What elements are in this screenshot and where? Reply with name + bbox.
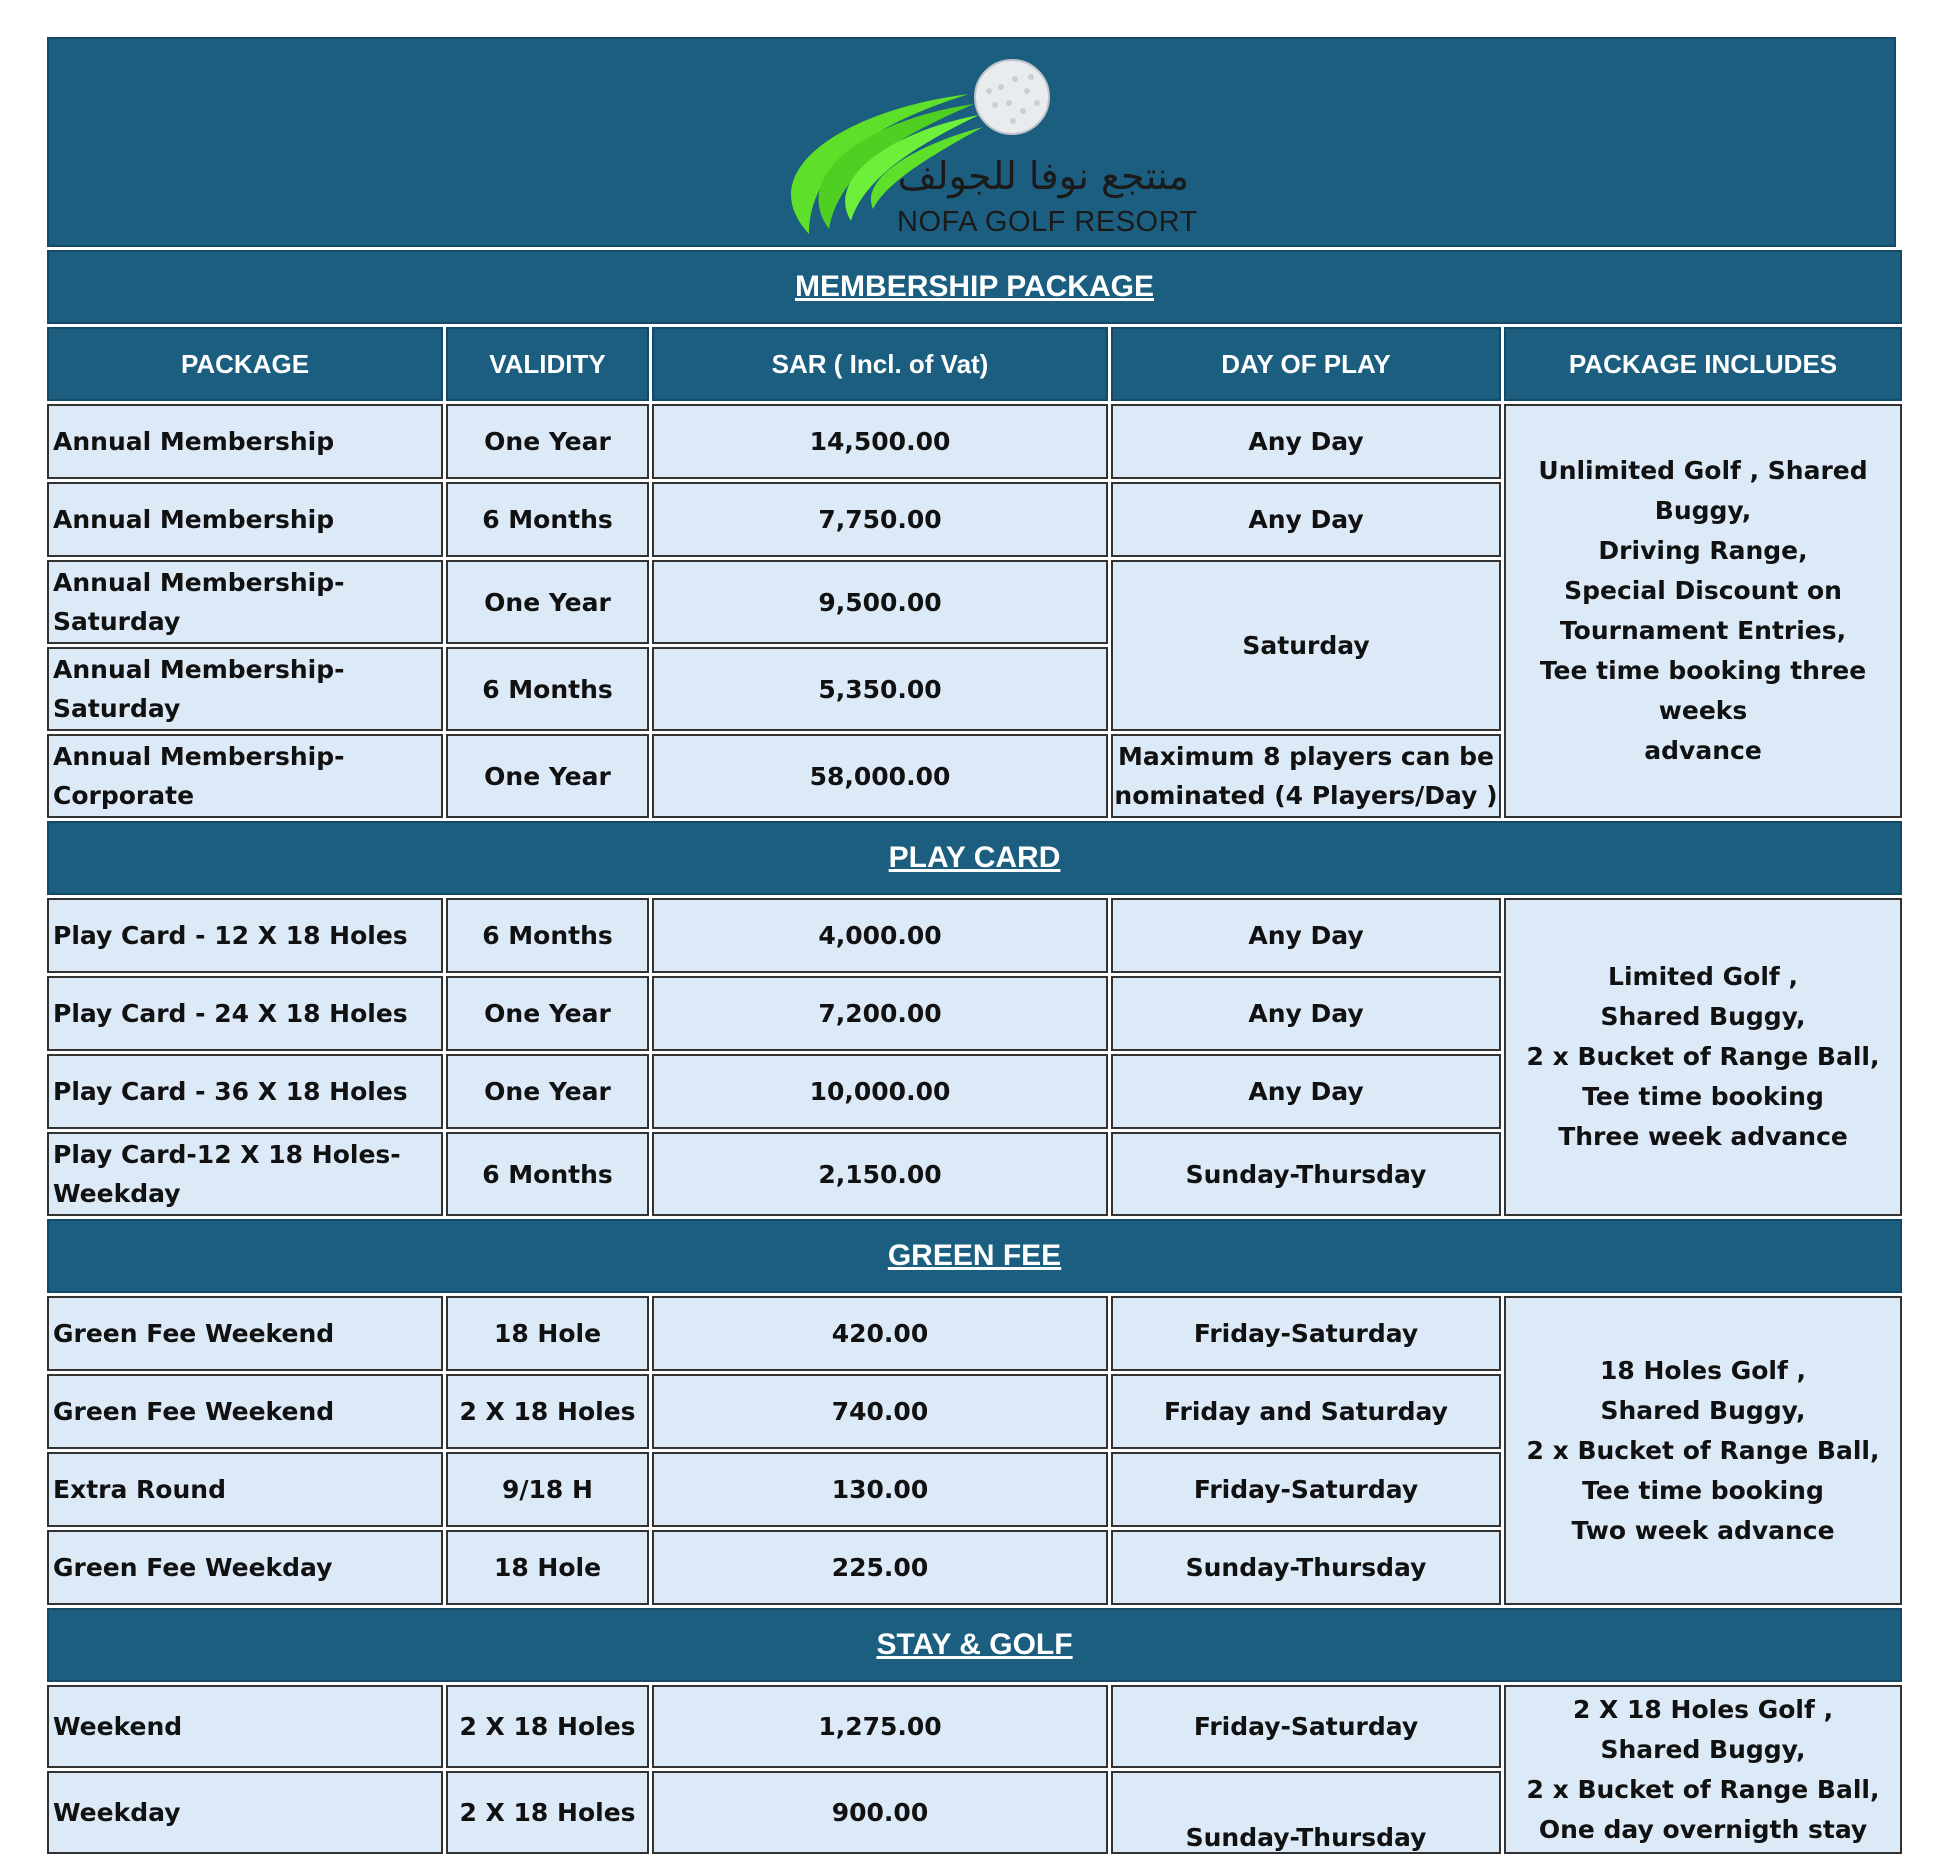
validity: 9/18 H	[446, 1452, 649, 1527]
package-name: Weekday	[47, 1771, 443, 1854]
package-name: Annual Membership	[47, 482, 443, 557]
price: 4,000.00	[652, 898, 1108, 973]
validity: 6 Months	[446, 898, 649, 973]
price: 5,350.00	[652, 647, 1108, 731]
validity: 2 X 18 Holes	[446, 1685, 649, 1768]
section-title-playcard: PLAY CARD	[888, 841, 1061, 874]
price: 10,000.00	[652, 1054, 1108, 1129]
price: 7,200.00	[652, 976, 1108, 1051]
table-row	[47, 1296, 1902, 1371]
day-of-play: Friday-Saturday	[1111, 1452, 1501, 1527]
price: 900.00	[652, 1771, 1108, 1854]
package-name: Green Fee Weekday	[47, 1530, 443, 1605]
column-headers	[47, 327, 1902, 401]
validity: 2 X 18 Holes	[446, 1771, 649, 1854]
package-name: Annual Membership- Corporate	[47, 734, 443, 818]
price: 225.00	[652, 1530, 1108, 1605]
package-includes: Limited Golf , Shared Buggy, 2 x Bucket of Range Ball, Tee time booking Three week advance	[1504, 898, 1902, 1216]
column-header-package: PACKAGE	[47, 327, 443, 401]
section-playcard-header	[47, 821, 1902, 895]
price: 1,275.00	[652, 1685, 1108, 1768]
price: 58,000.00	[652, 734, 1108, 818]
price: 130.00	[652, 1452, 1108, 1527]
column-header-price: SAR ( Incl. of Vat)	[652, 327, 1108, 401]
section-title-greenfee: GREEN FEE	[887, 1239, 1062, 1272]
validity: One Year	[446, 976, 649, 1051]
section-title-membership: MEMBERSHIP PACKAGE	[795, 270, 1154, 303]
section-greenfee-header	[47, 1219, 1902, 1293]
day-of-play: Friday-Saturday	[1111, 1685, 1501, 1768]
package-name: Annual Membership- Saturday	[47, 647, 443, 731]
package-name: Green Fee Weekend	[47, 1296, 443, 1371]
price: 2,150.00	[652, 1132, 1108, 1216]
package-name: Annual Membership	[47, 404, 443, 479]
logo-banner	[47, 37, 1896, 247]
package-name: Green Fee Weekend	[47, 1374, 443, 1449]
price-sheet	[47, 37, 1896, 1857]
package-name: Play Card - 24 X 18 Holes	[47, 976, 443, 1051]
package-name: Play Card - 12 X 18 Holes	[47, 898, 443, 973]
column-header-day: DAY OF PLAY	[1111, 327, 1501, 401]
price: 420.00	[652, 1296, 1108, 1371]
package-name: Play Card - 36 X 18 Holes	[47, 1054, 443, 1129]
section-title-staygolf: STAY & GOLF	[876, 1628, 1073, 1661]
validity: 6 Months	[446, 647, 649, 731]
package-name: Weekend	[47, 1685, 443, 1768]
package-name: Extra Round	[47, 1452, 443, 1527]
validity: 18 Hole	[446, 1296, 649, 1371]
table-row	[47, 1685, 1902, 1768]
price: 14,500.00	[652, 404, 1108, 479]
price: 9,500.00	[652, 560, 1108, 644]
day-of-play: Any Day	[1111, 404, 1501, 479]
validity: 18 Hole	[446, 1530, 649, 1605]
day-of-play: Saturday	[1111, 560, 1501, 731]
price: 7,750.00	[652, 482, 1108, 557]
resort-logo	[769, 49, 1229, 249]
day-of-play: Friday-Saturday	[1111, 1296, 1501, 1371]
pricing-table	[44, 247, 1905, 1857]
day-of-play: Any Day	[1111, 482, 1501, 557]
day-of-play: Sunday-Thursday	[1111, 1530, 1501, 1605]
package-name: Annual Membership- Saturday	[47, 560, 443, 644]
table-row	[47, 404, 1902, 479]
day-of-play: Any Day	[1111, 1054, 1501, 1129]
column-header-includes: PACKAGE INCLUDES	[1504, 327, 1902, 401]
resort-name-arabic: منتجع نوفا للجولف	[897, 154, 1189, 198]
section-membership-header	[47, 250, 1902, 324]
package-includes: 18 Holes Golf , Shared Buggy, 2 x Bucket of Range Ball, Tee time booking Two week advance	[1504, 1296, 1902, 1605]
package-name: Play Card-12 X 18 Holes- Weekday	[47, 1132, 443, 1216]
validity: 2 X 18 Holes	[446, 1374, 649, 1449]
validity: 6 Months	[446, 1132, 649, 1216]
validity: One Year	[446, 404, 649, 479]
validity: One Year	[446, 560, 649, 644]
package-includes: 2 X 18 Holes Golf , Shared Buggy, 2 x Bucket of Range Ball, One day overnigth stay	[1504, 1685, 1902, 1854]
validity: One Year	[446, 1054, 649, 1129]
price: 740.00	[652, 1374, 1108, 1449]
day-of-play: Maximum 8 players can be nominated (4 Players/Day )	[1111, 734, 1501, 818]
validity: One Year	[446, 734, 649, 818]
column-header-validity: VALIDITY	[446, 327, 649, 401]
day-of-play: Friday and Saturday	[1111, 1374, 1501, 1449]
resort-name-english: NOFA GOLF RESORT	[897, 206, 1198, 238]
table-row	[47, 898, 1902, 973]
validity: 6 Months	[446, 482, 649, 557]
day-of-play: Sunday-Thursday	[1111, 1132, 1501, 1216]
day-of-play: Any Day	[1111, 898, 1501, 973]
day-of-play: Sunday-Thursday	[1111, 1771, 1501, 1854]
section-staygolf-header	[47, 1608, 1902, 1682]
package-includes: Unlimited Golf , Shared Buggy, Driving Range, Special Discount on Tournament Entries, Tee time booking three weeks advance	[1504, 404, 1902, 818]
day-of-play: Any Day	[1111, 976, 1501, 1051]
